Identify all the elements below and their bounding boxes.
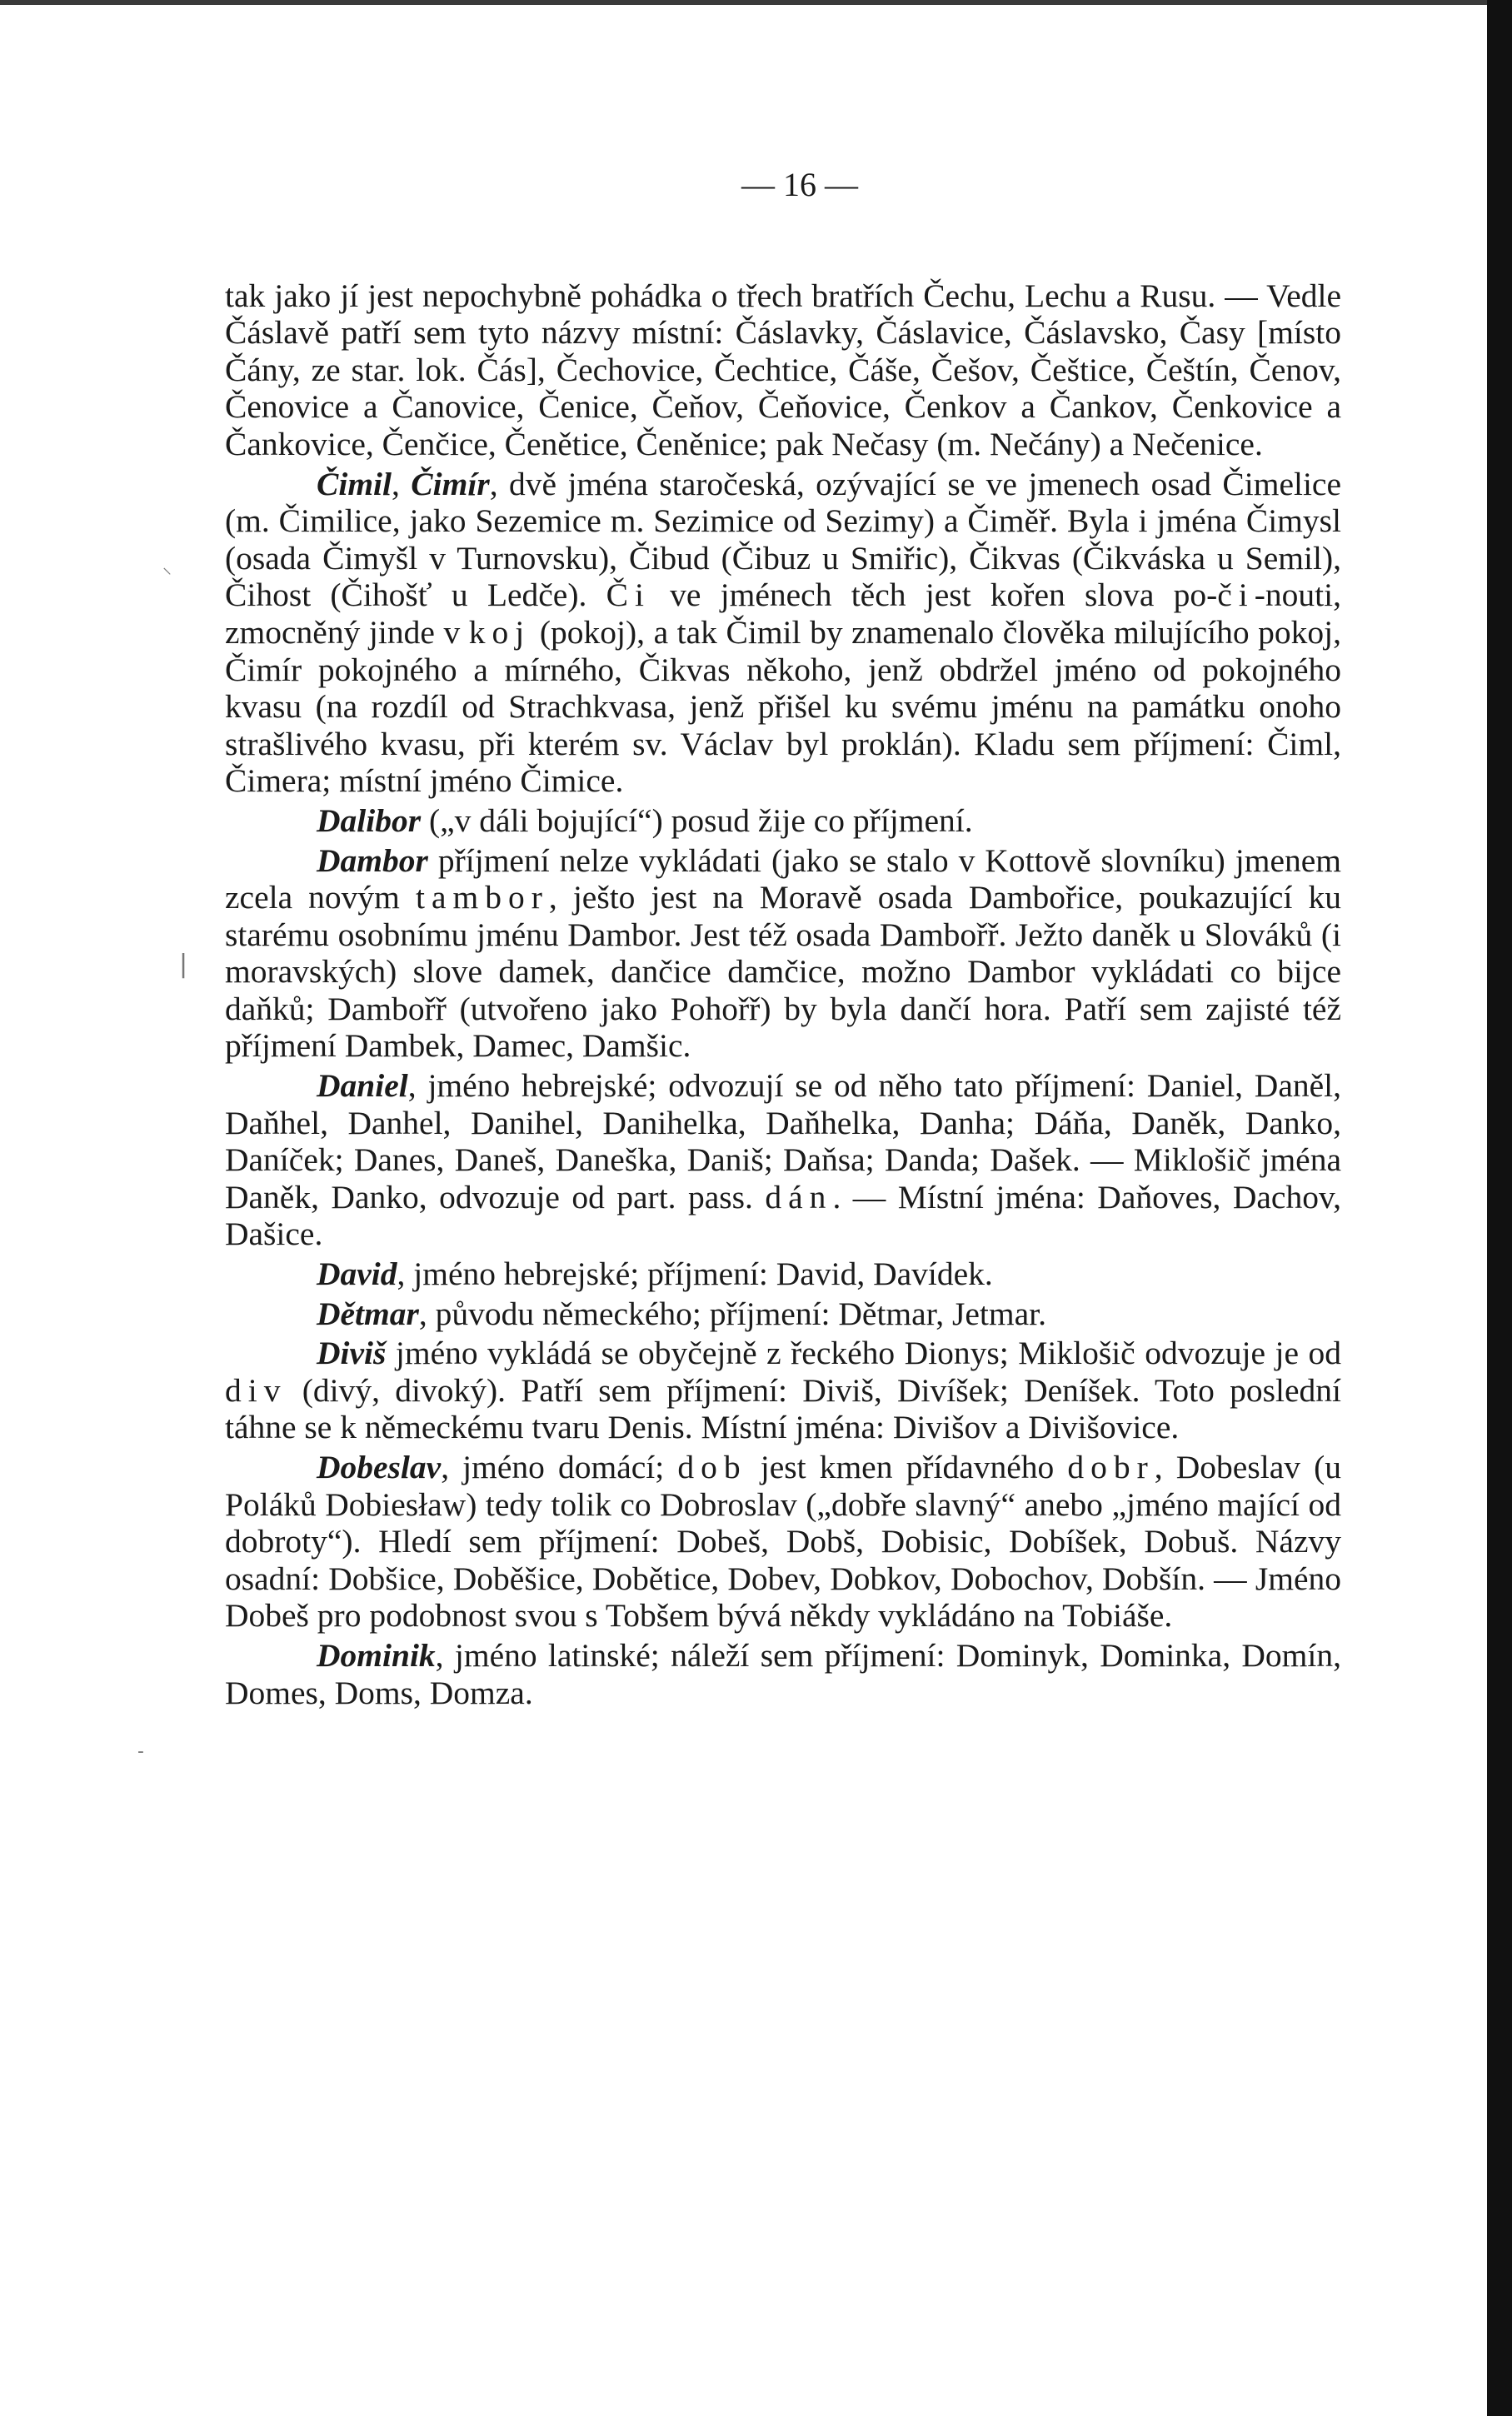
paragraph-dalibor <box>225 802 1341 840</box>
entry-headword: Dominik <box>317 1636 436 1674</box>
margin-mark: ⸜ <box>162 557 172 578</box>
paragraph-text: , jméno latinské; náleží sem příjmení: Dominyk, Dominka, Domín, Domes, Doms, Domza. <box>225 1636 1341 1711</box>
entry-headword: Dobeslav <box>317 1449 442 1485</box>
spaced-word: dob <box>677 1449 747 1485</box>
spaced-word: div <box>225 1371 287 1409</box>
margin-mark: | <box>179 950 188 979</box>
paragraph-cimil <box>225 466 1341 800</box>
entry-headword: Dalibor <box>317 801 422 839</box>
spaced-word: tambor <box>415 879 549 916</box>
entry-headword: Čimil <box>317 465 392 502</box>
paragraph-text: . — Místní jména: Daňoves, Dachov, Dašice. <box>225 1178 1342 1253</box>
paragraph-text: ve jménech těch jest kořen slova po- <box>650 577 1218 614</box>
paragraph-text: , Dobeslav (u Poláků Dobiesław) tedy tolik co Dobroslav („dobře slavný“ anebo „jméno mající od dobroty“). Hledí sem příjmení: Dobeš, Dobš, Dobisic, Dobíšek, Dobuš. Názvy osadní: Dobšice, Doběšice, Dobětice, Dobev, Dobkov, Dobochov, Dobšín. — Jméno Dobeš pro podobnost svou s Tobšem bývá někdy vykládáno na Tobiáše. <box>225 1449 1341 1635</box>
page-number: — 16 — <box>741 166 858 203</box>
paragraph-intro <box>225 277 1341 463</box>
spaced-word: či <box>1217 577 1255 614</box>
entry-headword: Daniel <box>317 1067 408 1105</box>
margin-mark: - <box>137 1741 144 1762</box>
entry-headword: Dětmar <box>317 1295 419 1332</box>
paragraph-text: jméno vykládá se obyčejně z řeckého Dionys; Miklošič odvozuje je od <box>386 1335 1341 1372</box>
scan-top-edge <box>0 0 1512 5</box>
entry-headword: Dambor <box>317 841 428 879</box>
page-body <box>225 277 1341 1712</box>
paragraph-text: , dvě jména staročeská, ozývající se ve jmenech osad Čimelice (m. Čimilice, jako Sezemice m. Sezimice od Sezimy) a Čiměř. Byla i jména Čimysl (osada Čimyšl v Turnovsku), Čibud (Čibuz u Smiřic), Čikvas (Čikváska u Semil), Čihost (Čihošť u Ledče). <box>225 465 1341 614</box>
paragraph-text: , jméno domácí; <box>441 1449 678 1485</box>
spaced-word: dobr <box>1067 1449 1155 1485</box>
paragraph-text: jest kmen přídavného <box>746 1449 1068 1485</box>
paragraph-text: (pokoj), a tak Čimil by znamenalo člověka milujícího pokoj, Čimír pokojného a mírného, Čikvas někoho, jenž obdržel jméno od pokojného kvasu (na rozdíl od Strachkvasa, jenž přišel ku svému jménu na památku onoho strašlivého kvasu, při kterém sv. Václav byl proklán). Kladu sem příjmení: Čiml, Čimera; místní jméno Čimice. <box>225 613 1341 800</box>
spaced-word: Či <box>606 577 651 614</box>
entry-headword: Diviš <box>317 1335 387 1372</box>
paragraph-text: , původu německého; příjmení: Dětmar, Jetmar. <box>418 1295 1046 1332</box>
paragraph-dambor <box>225 842 1341 1066</box>
paragraph-text: , <box>392 465 412 502</box>
paragraph-dobeslav <box>225 1449 1341 1635</box>
paragraph-text: -nouti, zmocněný jinde v <box>225 577 1341 651</box>
paragraph-david <box>225 1255 1341 1293</box>
paragraph-text: (divý, divoký). Patří sem příjmení: Diviš, Divíšek; Deníšek. Toto poslední táhne se k německému tvaru Denis. Místní jména: Divišov a Divišovice. <box>225 1371 1341 1446</box>
paragraph-text: , jméno hebrejské; odvozují se od něho tato příjmení: Daniel, Daněl, Daňhel, Danhel, Danihel, Danihelka, Daňhelka, Danha; Dáňa, Daněk, Danko, Daníček; Danes, Daneš, Daneška, Daniš; Daňsa; Danda; Dašek. — Miklošič jména Daněk, Danko, odvozuje od part. pass. <box>225 1067 1341 1215</box>
entry-headword: David <box>317 1255 397 1293</box>
spaced-word: koj <box>468 613 531 651</box>
paragraph-detmar <box>225 1295 1341 1333</box>
paragraph-text: , ješto jest na Moravě osada Dambořice, poukazující ku starému osobnímu jménu Dambor. Jest též osada Dambořř. Ježto daněk u Slováků (i moravských) slove damek, dančice damčice, možno Dambor vykládati co bijce daňků; Dambořř (utvořeno jako Pohořř) by byla dančí hora. Patří sem zajisté též příjmení Dambek, Damec, Damšic. <box>225 879 1341 1065</box>
spaced-word: dán <box>765 1178 833 1215</box>
paragraph-text: tak jako jí jest nepochybně pohádka o třech bratřích Čechu, Lechu a Rusu. — Vedle Čáslavě patří sem tyto názvy místní: Čáslavky, Čáslavice, Čáslavsko, Časy [místo Čány, ze star. lok. Čás], Čechovice, Čechtice, Čáše, Češov, Češtice, Češtín, Čenov, Čenovice a Čanovice, Čenice, Čeňov, Čeňovice, Čenkov a Čankov, Čenkovice a Čankovice, Čenčice, Čenětice, Čeněnice; pak Nečasy (m. Nečány) a Nečenice. <box>225 277 1341 462</box>
paragraph-text: příjmení nelze vykládati (jako se stalo v Kottově slovníku) jmenem zcela novým <box>225 841 1341 916</box>
scan-right-edge <box>1487 0 1512 2416</box>
paragraph-text: , jméno hebrejské; příjmení: David, Davídek. <box>397 1255 993 1293</box>
paragraph-text: („v dáli bojující“) posud žije co příjmení. <box>421 801 973 839</box>
book-page <box>225 167 1341 1714</box>
entry-headword: Čimír <box>411 465 490 502</box>
paragraph-daniel <box>225 1067 1341 1253</box>
paragraph-divis <box>225 1335 1341 1446</box>
paragraph-dominik <box>225 1637 1341 1711</box>
